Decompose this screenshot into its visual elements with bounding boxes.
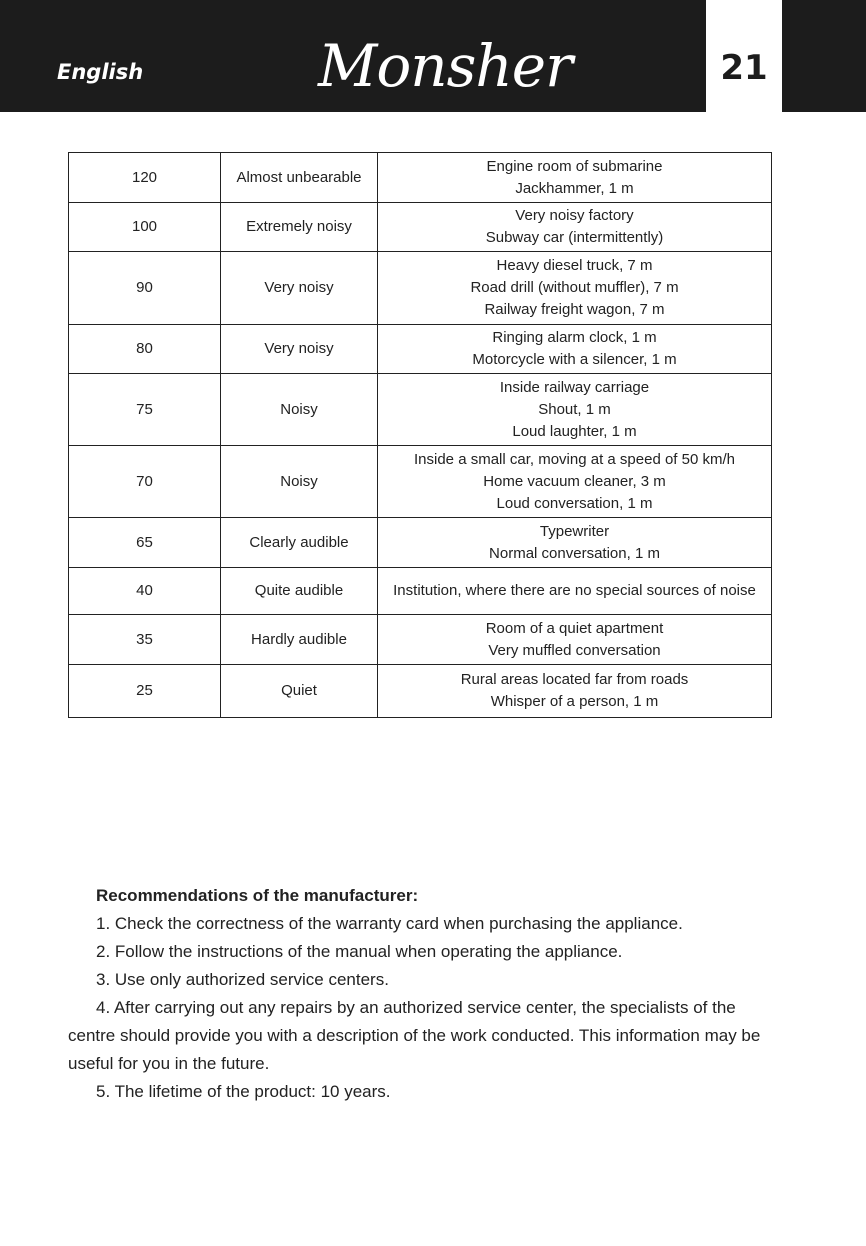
noise-level-table [68,152,772,718]
page-number: 21 [720,48,768,88]
noise-level-cell: 70 [69,446,221,518]
recommendations-title: Recommendations of the manufacturer: [96,886,419,905]
noise-description-cell: Noisy [221,446,378,518]
noise-example-line: Jackhammer, 1 m [515,179,634,197]
table-row [69,153,772,203]
noise-description-cell: Hardly audible [221,615,378,665]
noise-example-line: Railway freight wagon, 7 m [484,301,665,318]
noise-example-line: Motorcycle with a silencer, 1 m [472,351,677,368]
recommendation-item: 5. The lifetime of the product: 10 years. [96,1082,391,1101]
noise-example-line: Inside a small car, moving at a speed of 50 km/h [414,450,735,468]
table-row [69,446,772,518]
table-row [69,203,772,252]
noise-description-cell: Extremely noisy [221,203,378,252]
noise-examples-cell [378,325,772,374]
recommendation-item: 2. Follow the instructions of the manual when operating the appliance. [96,942,623,961]
noise-example-line: Normal conversation, 1 m [489,544,660,562]
noise-example-line: Institution, where there are no special sources of noise [393,582,756,599]
table-row [69,518,772,568]
noise-level-cell: 90 [69,252,221,325]
noise-examples-cell [378,374,772,446]
noise-example-line: Whisper of a person, 1 m [490,693,659,710]
noise-example-line: Rural areas located far from roads [460,671,689,688]
noise-description-cell: Noisy [221,374,378,446]
recommendation-item: 1. Check the correctness of the warranty card when purchasing the appliance. [96,914,683,933]
noise-examples-cell [378,203,772,252]
noise-level-cell: 35 [69,615,221,665]
noise-example-line: Ringing alarm clock, 1 m [492,329,657,346]
noise-level-cell: 120 [69,153,221,203]
noise-examples-cell [378,665,772,718]
language-label: English [57,60,144,84]
manufacturer-recommendations [68,882,771,1106]
noise-description-cell: Clearly audible [221,518,378,568]
table-row [69,325,772,374]
noise-example-line: Subway car (intermittently) [485,229,664,246]
table-row [69,568,772,615]
noise-example-line: Very noisy factory [515,207,634,224]
table-row [69,665,772,718]
noise-description-cell: Quite audible [221,568,378,615]
noise-example-line: Home vacuum cleaner, 3 m [483,472,666,490]
recommendation-item: 4. After carrying out any repairs by an authorized service center, the specialists of the centre should provide you with a description of the work conducted. This information may be useful for you in the future. [68,998,761,1073]
noise-description-cell: Quiet [221,665,378,718]
noise-example-line: Engine room of submarine [486,157,663,175]
noise-level-cell: 65 [69,518,221,568]
noise-example-line: Typewriter [539,522,610,540]
noise-level-cell: 80 [69,325,221,374]
noise-examples-cell [378,252,772,325]
page-number-box [706,0,782,112]
noise-example-line: Heavy diesel truck, 7 m [496,257,653,274]
table-row [69,374,772,446]
table-row [69,615,772,665]
noise-examples-cell [378,518,772,568]
noise-level-cell: 25 [69,665,221,718]
noise-examples-cell [378,615,772,665]
noise-description-cell: Almost unbearable [221,153,378,203]
noise-level-cell: 75 [69,374,221,446]
brand-logo: Monsher [318,32,572,100]
noise-example-line: Road drill (without muffler), 7 m [470,279,679,296]
table-row [69,252,772,325]
noise-examples-cell [378,446,772,518]
noise-example-line: Very muffled conversation [488,641,661,659]
noise-example-line: Room of a quiet apartment [485,619,664,637]
noise-examples-cell [378,568,772,615]
noise-examples-cell [378,153,772,203]
recommendation-item: 3. Use only authorized service centers. [96,970,389,989]
noise-example-line: Loud laughter, 1 m [512,422,637,440]
noise-level-cell: 100 [69,203,221,252]
noise-level-cell: 40 [69,568,221,615]
noise-example-line: Inside railway carriage [499,378,650,396]
page-header [0,0,866,112]
noise-example-line: Loud conversation, 1 m [496,494,653,512]
noise-example-line: Shout, 1 m [538,400,611,418]
noise-description-cell: Very noisy [221,325,378,374]
noise-description-cell: Very noisy [221,252,378,325]
